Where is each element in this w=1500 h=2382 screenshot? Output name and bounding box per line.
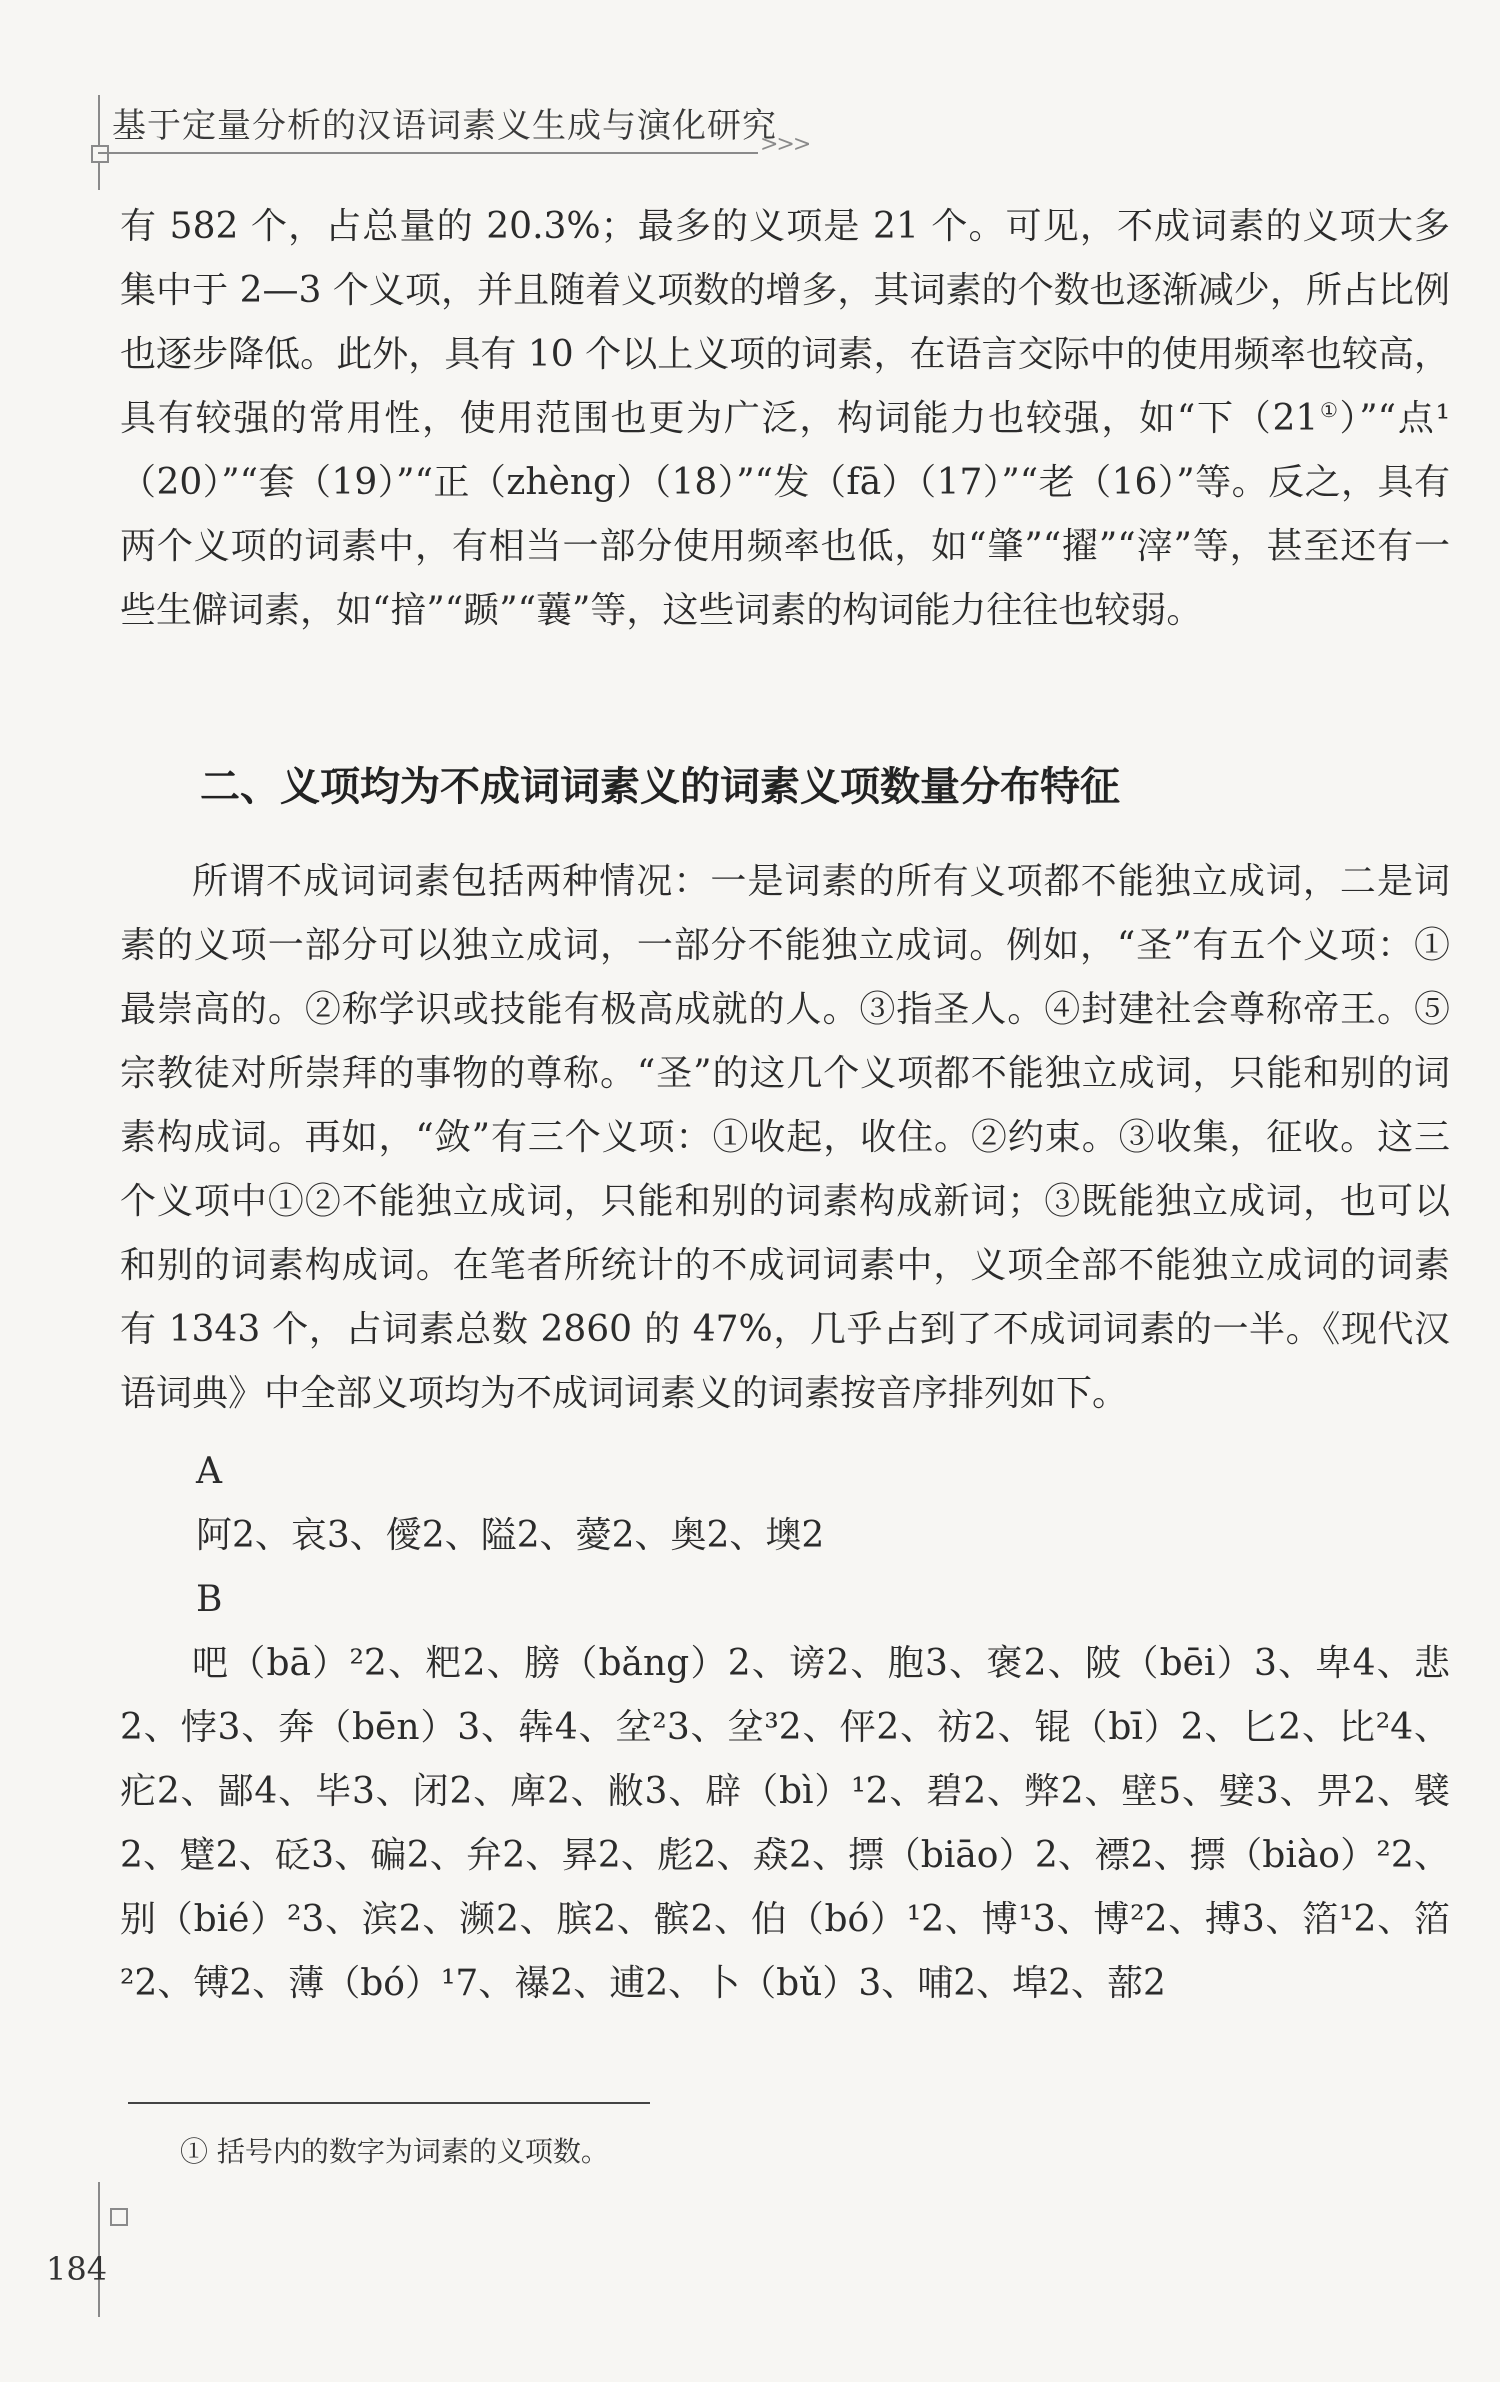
page-number: 184 <box>46 2250 108 2288</box>
list-items-a: 阿2、哀3、僾2、隘2、薆2、奥2、墺2 <box>196 1515 825 1556</box>
body-paragraph-1: 有 582 个，占总量的 20.3%；最多的义项是 21 个。可见，不成词素的义项大多集中于 2—3 个义项，并且随着义项数的增多，其词素的个数也逐渐减少，所占比例也逐步降低。此外，具有 10 个以上义项的词素，在语言交际中的使用频率也较高，具有较强的常用性，使用范围也更为广泛，构词能力也较强，如“下（21①）”“点¹（20）”“套（19）”“正（zhèng）（18）”“发（fā）（17）”“老（16）”等。反之，具有两个义项的词素中，有相当一部分使用频率也低，如“肇”“擢”“滓”等，甚至还有一些生僻词素，如“揞”“踬”“蘘”等，这些词素的构词能力往往也较弱。 <box>120 206 1451 631</box>
list-letter-b: B <box>196 1579 223 1620</box>
section-heading: 二、义项均为不成词词素义的词素义项数量分布特征 <box>200 764 1120 810</box>
header-frame-line <box>98 95 100 190</box>
footnote-marker: ① <box>1318 399 1340 422</box>
body-paragraph-2: 所谓不成词词素包括两种情况：一是词素的所有义项都不能独立成词，二是词素的义项一部分可以独立成词，一部分不能独立成词。例如，“圣”有五个义项：①最崇高的。②称学识或技能有极高成就的人。③指圣人。④封建社会尊称帝王。⑤宗教徒对所崇拜的事物的尊称。“圣”的这几个义项都不能独立成词，只能和别的词素构成词。再如，“敛”有三个义项：①收起，收住。②约束。③收集，征收。这三个义项中①②不能独立成词，只能和别的词素构成新词；③既能独立成词，也可以和别的词素构成词。在笔者所统计的不成词词素中，义项全部不能独立成词的词素有 1343 个，占词素总数 2860 的 47%，几乎占到了不成词词素的一半。《现代汉语词典》中全部义项均为不成词词素义的词素按音序排列如下。 <box>120 861 1450 1414</box>
header-rule <box>98 152 758 154</box>
list-letter-a: A <box>196 1451 222 1492</box>
header-corner-box <box>91 145 109 163</box>
running-head: 基于定量分析的汉语词素义生成与演化研究 <box>112 106 777 146</box>
paragraph-continued <box>120 195 1450 643</box>
list-items-b: 吧（bā）²2、粑2、膀（bǎng）2、谤2、胞3、褒2、陂（bēi）3、卑4、悲2、悖3、奔（bēn）3、犇4、坌²3、坌³2、伻2、祊2、锟（bī）2、匕2、比²4、疕2、鄙4、毕3、闭2、庳2、敝3、辟（bì）¹2、碧2、弊2、壁5、嬖3、畀2、襞2、躄2、砭3、碥2、弁2、昪2、彪2、猋2、摽（biāo）2、褾2、摽（biào）²2、别（bié）²3、滨2、濒2、膑2、髌2、伯（bó）¹2、博¹3、博²2、搏3、箔¹2、箔²2、镈2、薄（bó）¹7、襮2、逋2、卜（bǔ）3、哺2、埠2、蔀2 <box>120 1643 1450 2004</box>
morpheme-list <box>120 1440 1450 2016</box>
header-arrows: >>> <box>760 132 810 157</box>
footer-corner-box <box>110 2208 128 2226</box>
footnote: ① 括号内的数字为词素的义项数。 <box>180 2135 609 2168</box>
paragraph-section <box>120 850 1450 1426</box>
footnote-rule <box>128 2102 650 2104</box>
